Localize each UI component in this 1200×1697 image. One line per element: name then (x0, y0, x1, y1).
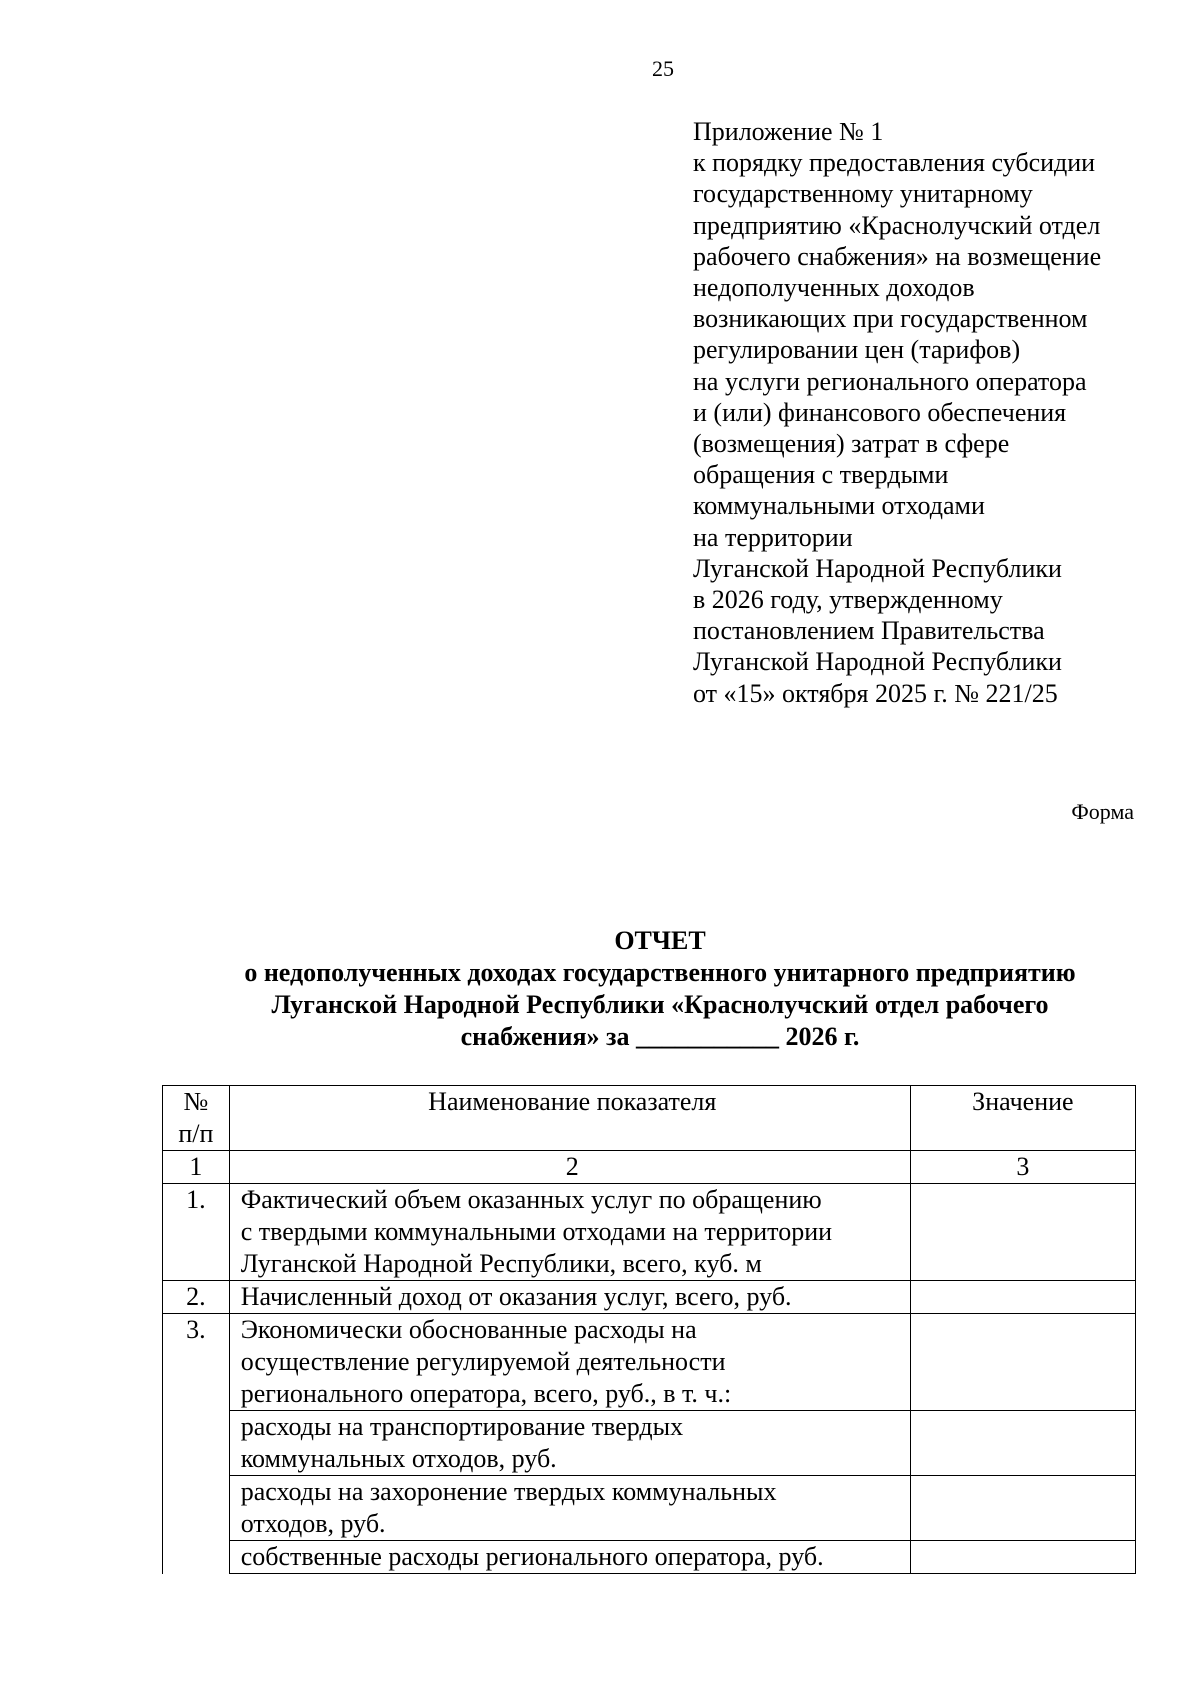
sub-row-indicator-name (229, 1541, 910, 1574)
row-text-line: Луганской Народной Республики, всего, куб. м (240, 1249, 762, 1278)
row-text-line: осуществление регулируемой деятельности (240, 1347, 726, 1376)
page-number: 25 (652, 56, 674, 81)
row-text-line: с твердыми коммунальными отходами на территории (240, 1217, 833, 1246)
table-sub-row (163, 1411, 1136, 1476)
appendix-line: рабочего снабжения» на возмещение (693, 241, 1102, 271)
row-indicator-name (229, 1184, 910, 1281)
sub-row-value-cell[interactable] (910, 1541, 1135, 1574)
table-row (163, 1184, 1136, 1281)
appendix-line: предприятию «Краснолучский отдел (693, 210, 1101, 240)
table-row (163, 1314, 1136, 1411)
report-title (120, 925, 1200, 1053)
row-text-line: Экономически обоснованные расходы на (240, 1315, 697, 1344)
appendix-line: возникающих при государственном (693, 304, 1088, 334)
row-text-line: собственные расходы регионального оператора, руб. (240, 1542, 824, 1571)
index-cell: 3 (910, 1151, 1135, 1184)
header-name-cell: Наименование показателя (229, 1086, 910, 1151)
appendix-line: обращения с твердыми (693, 460, 949, 490)
row-value-cell[interactable] (910, 1281, 1135, 1314)
row-text-line: Начисленный доход от оказания услуг, всего, руб. (240, 1282, 792, 1311)
appendix-block (693, 116, 1163, 709)
appendix-line: от «15» октября 2025 г. № 221/25 (693, 678, 1058, 708)
index-cell: 1 (163, 1151, 230, 1184)
form-label: Форма (1071, 799, 1134, 824)
sub-row-indicator-name (229, 1411, 910, 1476)
row-text-line: расходы на транспортирование твердых (240, 1412, 684, 1441)
row-text-line: Фактический объем оказанных услуг по обращению (240, 1185, 822, 1214)
appendix-line: на услуги регионального оператора (693, 366, 1087, 396)
row-text-line: расходы на захоронение твердых коммунальных (240, 1477, 777, 1506)
row-text-line: отходов, руб. (240, 1509, 386, 1538)
table-sub-row (163, 1541, 1136, 1574)
table-row (163, 1281, 1136, 1314)
table-header-row (163, 1086, 1136, 1151)
appendix-line: (возмещения) затрат в сфере (693, 429, 1010, 459)
appendix-line: на территории (693, 522, 853, 552)
appendix-line: постановлением Правительства (693, 616, 1045, 646)
report-subtitle-line: Луганской Народной Республики «Краснолучский отдел рабочего (271, 990, 1049, 1019)
row-value-cell[interactable] (910, 1314, 1135, 1411)
report-subtitle-line: о недополученных доходах государственного унитарного предприятию (244, 958, 1076, 987)
row-indicator-name (229, 1281, 910, 1314)
appendix-line: в 2026 году, утвержденному (693, 585, 1003, 615)
sub-row-value-cell[interactable] (910, 1411, 1135, 1476)
table-sub-row (163, 1476, 1136, 1541)
appendix-line: недополученных доходов (693, 273, 975, 303)
appendix-line: и (или) финансового обеспечения (693, 397, 1067, 427)
header-value-cell: Значение (910, 1086, 1135, 1151)
row-indicator-name (229, 1314, 910, 1411)
appendix-line: государственному унитарному (693, 179, 1033, 209)
appendix-line: к порядку предоставления субсидии (693, 148, 1096, 178)
appendix-line: Луганской Народной Республики (693, 553, 1062, 583)
sub-row-indicator-name (229, 1476, 910, 1541)
header-num-abbr: п/п (178, 1119, 214, 1148)
appendix-line: Луганской Народной Республики (693, 647, 1062, 677)
row-number: 2. (163, 1281, 230, 1314)
row-number: 1. (163, 1184, 230, 1281)
report-heading: ОТЧЕТ (614, 926, 706, 955)
index-cell: 2 (229, 1151, 910, 1184)
appendix-line: коммунальными отходами (693, 491, 985, 521)
row-text-line: коммунальных отходов, руб. (240, 1444, 557, 1473)
table-index-row (163, 1151, 1136, 1184)
header-num-symbol: № (183, 1087, 209, 1116)
appendix-line: Приложение № 1 (693, 117, 884, 146)
report-subtitle-line: снабжения» за ___________ 2026 г. (460, 1022, 860, 1051)
row-value-cell[interactable] (910, 1184, 1135, 1281)
row-text-line: регионального оператора, всего, руб., в т. ч.: (240, 1379, 732, 1408)
appendix-line: регулировании цен (тарифов) (693, 335, 1021, 365)
report-table (162, 1085, 1136, 1574)
sub-row-value-cell[interactable] (910, 1476, 1135, 1541)
row-number: 3. (163, 1314, 230, 1574)
header-num-cell (163, 1086, 230, 1151)
